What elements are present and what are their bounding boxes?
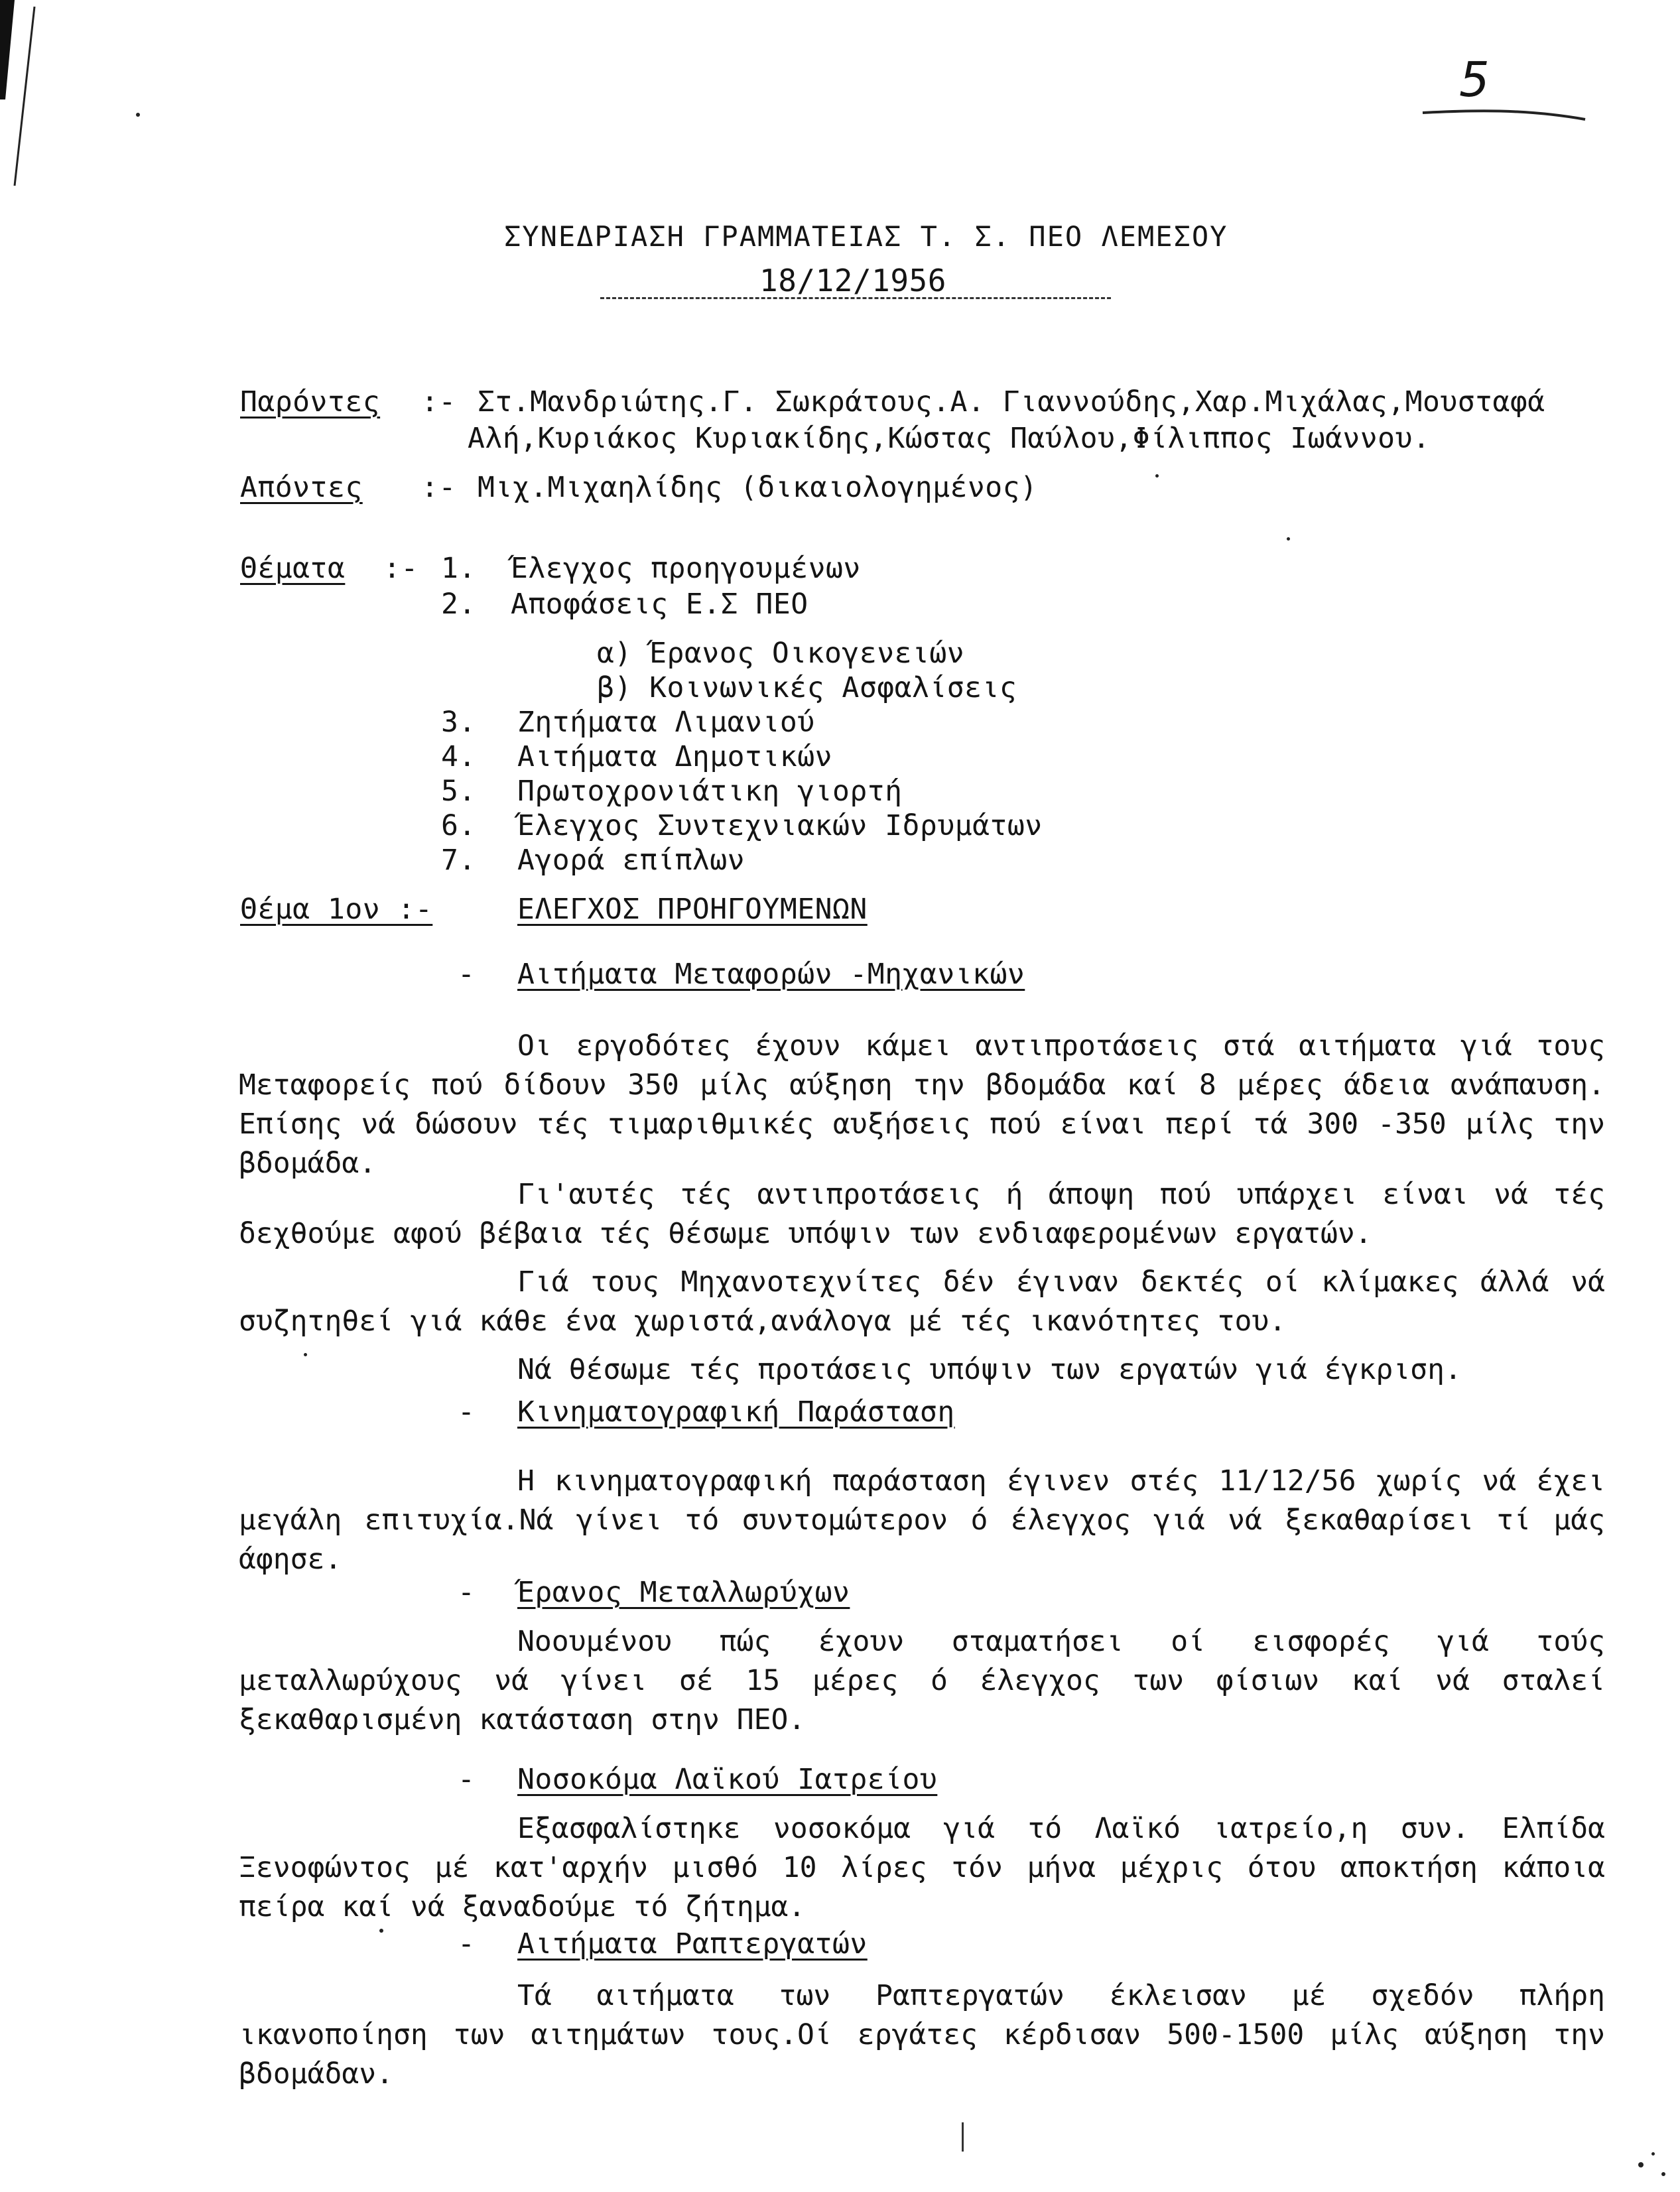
agenda-label: Θέματα (240, 552, 346, 585)
document-date: 18/12/1956 (759, 263, 946, 298)
agenda-item-num: 5. (441, 775, 476, 808)
scan-speck (1651, 2152, 1655, 2156)
agenda-item-text: Αποφάσεις Ε.Σ ΠΕΟ (511, 588, 808, 621)
section-heading: Έρανος Μεταλλωρύχων (517, 1576, 850, 1609)
agenda-item-num: 6. (441, 809, 476, 842)
section-paragraph: Γι'αυτές τές αντιπροτάσεις ή άποψη πού υπάρχει είναι νά τές δεχθούμε αφού βέβαια τές θέσωμε υπόψιν των ενδιαφερομένων εργατών. (239, 1178, 1605, 1250)
agenda-separator: :- (383, 552, 419, 585)
present-label: Παρόντες (240, 385, 381, 419)
section-paragraph: Νοουμένου πώς έχουν σταματήσει οί εισφορές γιά τούς μεταλλωρύχους νά γίνει σέ 15 μέρες ό έλεγχος των φίσιων καί νά σταλεί ξεκαθαρισμένη κατάσταση στην ΠΕΟ. (239, 1625, 1605, 1736)
section-paragraph: Γιά τους Μηχανοτεχνίτες δέν έγιναν δεκτές οί κλίμακες άλλά νά συζητηθεί γιά κάθε ένα χωριστά,ανάλογα μέ τές ικανότητες του. (239, 1265, 1605, 1338)
section-paragraph: Εξασφαλίστηκε νοσοκόμα γιά τό Λαϊκό ιατρείο,η συν. Ελπίδα Ξενοφώντος μέ κατ'αρχήν μισθό 10 λίρες τόν μήνα μέχρις ότου αποκτήση κάποια πείρα καί νά ξαναδούμε τό ζήτημα. (239, 1812, 1605, 1923)
section-heading: Κινηματογραφική Παράσταση (517, 1395, 955, 1429)
scan-edge-marks (0, 0, 80, 212)
document-title: ΣΥΝΕΔΡΙΑΣΗ ΓΡΑΜΜΑΤΕΙΑΣ Τ. Σ. ΠΕΟ ΛΕΜΕΣΟΥ (504, 220, 1228, 253)
agenda-item-text: Έλεγχος Συντεχνιακών Ιδρυμάτων (517, 809, 1043, 842)
absent-label: Απόντες (240, 471, 363, 504)
present-separator: :- (421, 385, 456, 419)
page-number: 5 (1459, 52, 1490, 107)
section-paragraph: Οι εργοδότες έχουν κάμει αντιπροτάσεις στά αιτήματα γιά τους Μεταφορείς πού δίδουν 350 μίλς αύξηση την βδομάδα καί 8 μέρες άδεια ανάπαυση. Επίσης νά δώσουν τές τιμαριθμικές αυξήσεις πού είναι περί τά 300 -350 μίλς την βδομάδα. (239, 1029, 1605, 1180)
scan-speck (1155, 474, 1159, 478)
agenda-item-num: 4. (441, 740, 476, 773)
scan-speck (136, 113, 140, 117)
section-paragraph: Νά θέσωμε τές προτάσεις υπόψιν των εργατών γιά έγκριση. (517, 1353, 1462, 1386)
agenda-item-text: Αγορά επίπλων (517, 844, 745, 877)
agenda-subitem-text: α) Έρανος Οικογενειών (597, 637, 965, 670)
agenda-subitem-text: β) Κοινωνικές Ασφαλίσεις (597, 671, 1017, 704)
topic-label: Θέμα 1ον :- (240, 893, 433, 926)
section-dash: - (458, 958, 476, 991)
section-dash: - (458, 1395, 476, 1429)
absent-names: Μιχ.Μιχαηλίδης (δικαιολογημένος) (478, 471, 1038, 504)
section-dash: - (458, 1763, 476, 1796)
section-heading: Νοσοκόμα Λαϊκού Ιατρείου (517, 1763, 938, 1796)
section-paragraph: Τά αιτήματα των Ραπτεργατών έκλεισαν μέ σχεδόν πλήρη ικανοποίηση των αιτημάτων τους.Οί εργάτες κέρδισαν 500-1500 μίλς αύξηση την βδομάδαν. (239, 1979, 1605, 2091)
scan-speck (962, 2122, 964, 2152)
section-paragraph: Η κινηματογραφική παράσταση έγινεν στές 11/12/56 χωρίς νά έχει μεγάλη επιτυχία.Νά γίνει τό συντομώτερον ό έλεγχος γιά νά ξεκαθαρίσει τί μάς άφησε. (239, 1464, 1605, 1576)
agenda-item-text: Έλεγχος προηγουμένων (511, 552, 861, 585)
agenda-item-text: Πρωτοχρονιάτικη γιορτή (517, 775, 903, 808)
agenda-item-text: Αιτήματα Δημοτικών (517, 740, 832, 773)
scan-speck (379, 1929, 383, 1933)
scan-speck (1638, 2162, 1644, 2167)
section-dash: - (458, 1576, 476, 1609)
absent-separator: :- (421, 471, 456, 504)
section-heading: Αιτήματα Ραπτεργατών (517, 1927, 868, 1961)
present-names-line2: Αλή,Κυριάκος Κυριακίδης,Κώστας Παύλου,Φίλιππος Ιωάννου. (468, 422, 1431, 455)
section-dash: - (458, 1927, 476, 1961)
present-names-line1: Στ.Μανδριώτης.Γ. Σωκράτους.Α. Γιαννούδης,Χαρ.Μιχάλας,Μουσταφά (478, 385, 1545, 419)
agenda-item-num: 2. (441, 588, 476, 621)
scan-speck (1287, 537, 1290, 541)
topic-title: ΕΛΕΓΧΟΣ ΠΡΟΗΓΟΥΜΕΝΩΝ (517, 893, 868, 926)
scan-speck (1661, 2172, 1665, 2176)
agenda-item-num: 3. (441, 706, 476, 739)
agenda-item-text: Ζητήματα Λιμανιού (517, 706, 815, 739)
scan-speck (304, 1353, 307, 1356)
page-number-underline (1419, 99, 1592, 126)
agenda-item-num: 1. (441, 552, 476, 585)
section-heading: Αιτήματα Μεταφορών -Μηχανικών (517, 958, 1025, 991)
agenda-item-num: 7. (441, 844, 476, 877)
